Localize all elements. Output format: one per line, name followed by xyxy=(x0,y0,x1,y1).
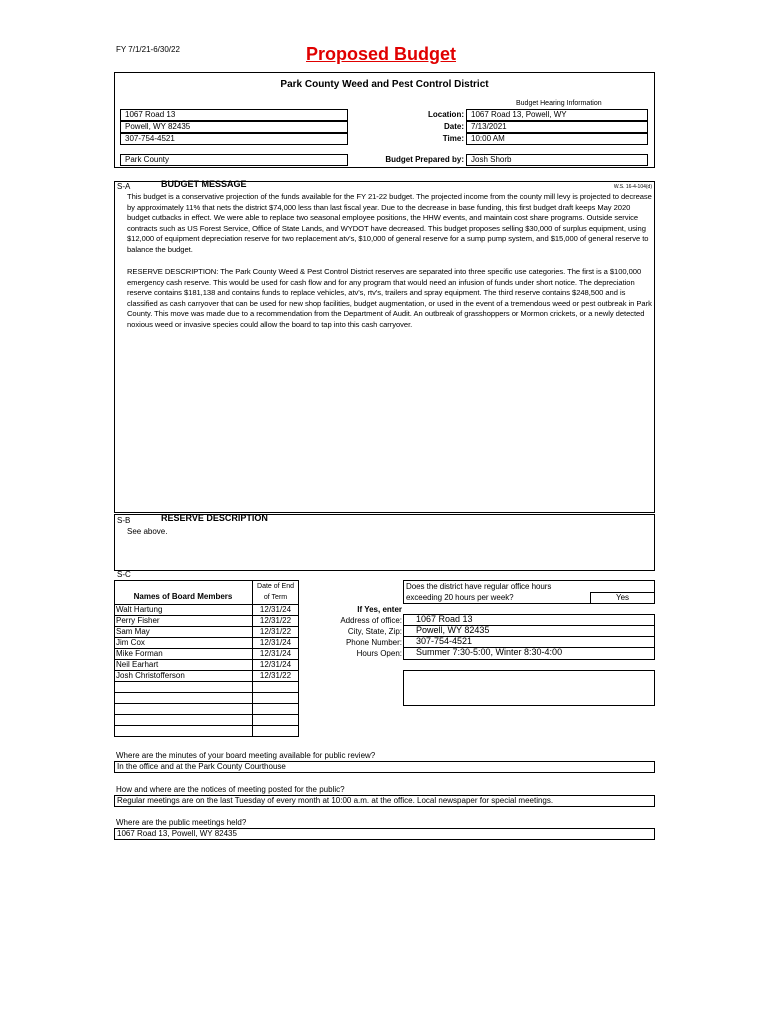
office-phone: 307-754-4521 xyxy=(416,636,473,646)
board-member-name: Josh Christofferson xyxy=(116,671,185,680)
fiscal-year: FY 7/1/21-6/30/22 xyxy=(116,45,180,54)
board-member-term: 12/31/22 xyxy=(259,671,292,680)
office-phone-label: Phone Number: xyxy=(345,638,402,647)
board-member-term: 12/31/22 xyxy=(259,627,292,636)
board-member-name: Mike Forman xyxy=(116,649,163,658)
board-section-code: S-C xyxy=(117,570,131,579)
hearing-heading: Budget Hearing Information xyxy=(516,100,602,107)
office-answer: Yes xyxy=(590,592,655,604)
board-member-name: Sam May xyxy=(116,627,150,636)
office-extra-box xyxy=(403,670,655,706)
hearing-date: 7/13/2021 xyxy=(466,121,648,133)
notices-answer: Regular meetings are on the last Tuesday of every month at 10:00 a.m. at the office. Local newspaper for special meetings. xyxy=(114,795,655,807)
office-address-label: Address of office: xyxy=(340,616,402,625)
budget-message-code: S-A xyxy=(117,182,131,191)
reserve-description-code: S-B xyxy=(117,516,131,525)
board-row-divider xyxy=(114,736,299,737)
budget-message-paragraph-1: This budget is a conservative projection of the funds available for the FY 21-22 budget. The projected income from the county mill levy is projected to decrease by approximately 11% that nets the district $74,000 less than last fiscal year. Due to the decrease in base funding, this first budget draft keeps May 2020 budget cutbacks in effect. We were able to replace two seasonal employee positions, the HHW events, and maintain cost share programs. Outside service contracts such as US Forest Service, Office of State Lands, and WYDOT have decreased. This budget proposes selling $30,000 of surplus equipment, using $12,000 of equipment depreciation reserve for two replacement atv's, $10,000 of general reserve for a sump pump system, and $15,000 of general reserve to balance the budget. xyxy=(127,192,652,254)
minutes-answer: In the office and at the Park County Courthouse xyxy=(114,761,655,773)
contact-city-state-zip: Powell, WY 82435 xyxy=(120,121,348,133)
office-city: Powell, WY 82435 xyxy=(416,625,490,635)
board-member-name: Jim Cox xyxy=(116,638,145,647)
board-member-term: 12/31/24 xyxy=(259,638,292,647)
minutes-question: Where are the minutes of your board meeting available for public review? xyxy=(116,751,376,760)
board-member-name: Walt Hartung xyxy=(116,605,163,614)
prepared-by: Josh Shorb xyxy=(466,154,648,166)
board-row-divider xyxy=(114,703,299,704)
reserve-description-text: See above. xyxy=(127,527,168,536)
board-member-term: 12/31/24 xyxy=(259,605,292,614)
hearing-location-label: Location: xyxy=(428,110,464,119)
contact-phone: 307-754-4521 xyxy=(120,133,348,145)
meetings-question: Where are the public meetings held? xyxy=(116,818,247,827)
board-row-divider xyxy=(114,692,299,693)
budget-message-paragraph-2: RESERVE DESCRIPTION: The Park County Weed & Pest Control District reserves are separated into three specific use categories. The first is a $100,000 emergency cash reserve. This would be used for cash flow and for any program that would need an infusion of funds under short notice. The depreciation reserve contains $181,138 and contains funds to replace vehicles, atv's, rtv's, trailers and spray equipment. The third reserve contains $248,500 and is classified as cash carryover that can be used for new shop facilities, budget augmentation, or used in the event of a tremendous weed or pest outbreak in Park County. This move was made due to a recommendation from the Department of Audit. An outbreak of grasshoppers or Mormon crickets, or a newly detected noxious weed or invasive species could allow the board to tap into this cash carryover. xyxy=(127,267,652,329)
notices-question: How and where are the notices of meeting posted for the public? xyxy=(116,785,345,794)
board-term-header-1: Date of End xyxy=(257,583,294,590)
office-city-label: City, State, Zip: xyxy=(347,627,402,636)
prepared-by-label: Budget Prepared by: xyxy=(385,155,464,164)
contact-address: 1067 Road 13 xyxy=(120,109,348,121)
reserve-description-heading: RESERVE DESCRIPTION xyxy=(161,513,268,523)
hearing-date-label: Date: xyxy=(443,122,464,131)
meetings-answer: 1067 Road 13, Powell, WY 82435 xyxy=(114,828,655,840)
board-member-term: 12/31/22 xyxy=(259,616,292,625)
board-row-divider xyxy=(114,714,299,715)
board-names-header: Names of Board Members xyxy=(133,592,233,601)
board-row-divider xyxy=(114,681,299,682)
board-member-name: Neil Earhart xyxy=(116,660,159,669)
hearing-time: 10:00 AM xyxy=(466,133,648,145)
budget-message-heading: BUDGET MESSAGE xyxy=(161,179,247,189)
hearing-location: 1067 Road 13, Powell, WY xyxy=(466,109,648,121)
if-yes-label: If Yes, enter xyxy=(357,605,402,614)
board-row-divider xyxy=(114,725,299,726)
office-hours: Summer 7:30-5:00, Winter 8:30-4:00 xyxy=(416,647,563,657)
board-term-header-2: of Term xyxy=(263,594,288,601)
budget-message-statute: W.S. 16-4-104(d) xyxy=(613,184,652,190)
office-address: 1067 Road 13 xyxy=(416,614,473,624)
page-title: Proposed Budget xyxy=(306,44,457,64)
hearing-time-label: Time: xyxy=(442,134,464,143)
board-member-name: Perry Fisher xyxy=(116,616,160,625)
office-question: Does the district have regular office hours exceeding 20 hours per week? xyxy=(406,582,552,602)
contact-county: Park County xyxy=(120,154,348,166)
office-hours-label: Hours Open: xyxy=(356,649,402,658)
board-member-term: 12/31/24 xyxy=(259,649,292,658)
board-member-term: 12/31/24 xyxy=(259,660,292,669)
district-name: Park County Weed and Pest Control District xyxy=(280,79,489,90)
